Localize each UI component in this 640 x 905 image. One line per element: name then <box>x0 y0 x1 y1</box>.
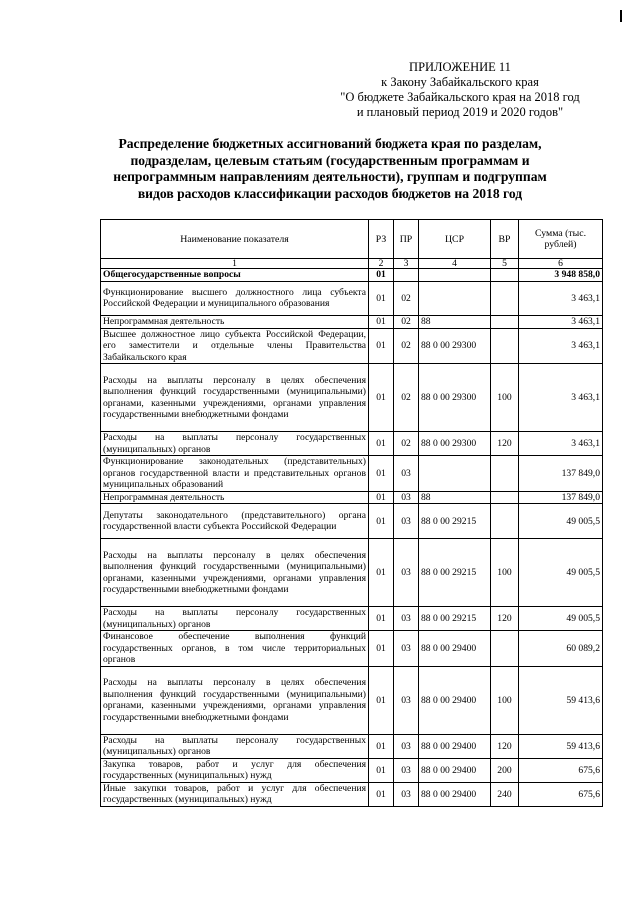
row-pr: 02 <box>394 432 419 456</box>
row-name: Непрограммная деятельность <box>101 491 369 504</box>
row-pr: 03 <box>394 782 419 806</box>
row-name: Непрограммная деятельность <box>101 315 369 328</box>
row-rz: 01 <box>369 432 394 456</box>
row-sum: 49 005,5 <box>519 607 603 631</box>
table-row <box>101 315 603 328</box>
row-sum: 3 463,1 <box>519 328 603 364</box>
appendix-number: ПРИЛОЖЕНИЕ 11 <box>409 60 511 74</box>
title-line-4: видов расходов классификации расходов бюджетов на 2018 год <box>137 185 523 201</box>
table-row <box>101 631 603 667</box>
row-rz: 01 <box>369 758 394 782</box>
row-pr: 03 <box>394 491 419 504</box>
table-row <box>101 734 603 758</box>
row-sum: 49 005,5 <box>519 504 603 539</box>
header-pr: ПР <box>394 220 419 259</box>
row-sum: 137 849,0 <box>519 491 603 504</box>
row-pr: 03 <box>394 539 419 607</box>
column-number: 4 <box>419 259 491 269</box>
row-pr <box>394 269 419 282</box>
row-rz: 01 <box>369 607 394 631</box>
title-line-2: подразделам, целевым статьям (государственным программам и <box>130 152 530 168</box>
row-name: Высшее должностное лицо субъекта Российской Федерации, его заместители и отдельные члены Правительства Забайкальского края <box>101 328 369 364</box>
row-vr <box>491 504 519 539</box>
table-row <box>101 491 603 504</box>
column-number-row <box>101 259 603 269</box>
row-pr: 03 <box>394 734 419 758</box>
row-sum: 59 413,6 <box>519 734 603 758</box>
row-sum: 59 413,6 <box>519 666 603 734</box>
row-rz: 01 <box>369 491 394 504</box>
row-csr: 88 0 00 29400 <box>419 782 491 806</box>
table-header-row <box>101 220 603 259</box>
page-edge-mark <box>620 10 622 22</box>
appendix-law-title-1: "О бюджете Забайкальского края на 2018 год <box>340 90 580 104</box>
header-vr: ВР <box>491 220 519 259</box>
row-pr: 02 <box>394 364 419 432</box>
row-rz: 01 <box>369 456 394 492</box>
row-name: Расходы на выплаты персоналу государственных (муниципальных) органов <box>101 432 369 456</box>
table-row <box>101 504 603 539</box>
row-sum: 137 849,0 <box>519 456 603 492</box>
row-name: Расходы на выплаты персоналу в целях обеспечения выполнения функций государственными (муниципальными) органами, казенными учреждениями, органами управления государственными внебюджетными фондами <box>101 666 369 734</box>
column-number: 3 <box>394 259 419 269</box>
row-sum: 3 948 858,0 <box>519 269 603 282</box>
row-csr: 88 0 00 29215 <box>419 539 491 607</box>
row-vr: 240 <box>491 782 519 806</box>
row-rz: 01 <box>369 782 394 806</box>
table-row <box>101 607 603 631</box>
row-rz: 01 <box>369 631 394 667</box>
row-pr: 02 <box>394 281 419 315</box>
row-csr <box>419 456 491 492</box>
header-sum: Сумма (тыс. рублей) <box>519 220 603 259</box>
table-row <box>101 328 603 364</box>
row-csr: 88 0 00 29400 <box>419 631 491 667</box>
row-pr: 03 <box>394 666 419 734</box>
column-number: 2 <box>369 259 394 269</box>
budget-table <box>100 219 603 807</box>
title-line-3: непрограммным направлениям деятельности), группам и подгруппам <box>113 169 547 184</box>
row-pr: 03 <box>394 504 419 539</box>
row-csr: 88 0 00 29300 <box>419 328 491 364</box>
row-csr: 88 0 00 29300 <box>419 432 491 456</box>
row-name: Финансовое обеспечение выполнения функций государственных органов, в том числе территориальных органов <box>101 631 369 667</box>
row-rz: 01 <box>369 734 394 758</box>
row-sum: 3 463,1 <box>519 281 603 315</box>
row-sum: 675,6 <box>519 782 603 806</box>
row-pr: 02 <box>394 315 419 328</box>
row-pr: 02 <box>394 328 419 364</box>
table-row <box>101 364 603 432</box>
table-row <box>101 456 603 492</box>
row-vr <box>491 491 519 504</box>
row-vr <box>491 269 519 282</box>
row-csr <box>419 269 491 282</box>
row-name: Депутаты законодательного (представительного) органа государственной власти субъекта Российской Федерации <box>101 504 369 539</box>
row-name: Расходы на выплаты персоналу в целях обеспечения выполнения функций государственными (муниципальными) органами, казенными учреждениями, органами управления государственными внебюджетными фондами <box>101 364 369 432</box>
row-csr: 88 0 00 29400 <box>419 758 491 782</box>
column-number: 5 <box>491 259 519 269</box>
column-number: 1 <box>101 259 369 269</box>
row-name: Функционирование высшего должностного лица субъекта Российской Федерации и муниципального образования <box>101 281 369 315</box>
row-rz: 01 <box>369 364 394 432</box>
row-pr: 03 <box>394 758 419 782</box>
column-number: 6 <box>519 259 603 269</box>
row-csr: 88 0 00 29215 <box>419 504 491 539</box>
row-rz: 01 <box>369 315 394 328</box>
row-name: Иные закупки товаров, работ и услуг для обеспечения государственных (муниципальных) нужд <box>101 782 369 806</box>
table-row <box>101 758 603 782</box>
table-row <box>101 281 603 315</box>
row-name: Расходы на выплаты персоналу государственных (муниципальных) органов <box>101 607 369 631</box>
row-rz: 01 <box>369 504 394 539</box>
row-csr: 88 <box>419 491 491 504</box>
row-pr: 03 <box>394 607 419 631</box>
row-csr: 88 0 00 29300 <box>419 364 491 432</box>
row-csr: 88 0 00 29400 <box>419 666 491 734</box>
row-vr <box>491 631 519 667</box>
row-pr: 03 <box>394 456 419 492</box>
table-row <box>101 539 603 607</box>
row-csr: 88 0 00 29400 <box>419 734 491 758</box>
row-rz: 01 <box>369 328 394 364</box>
row-name: Общегосударственные вопросы <box>101 269 369 282</box>
row-csr <box>419 281 491 315</box>
title-line-1: Распределение бюджетных ассигнований бюджета края по разделам, <box>118 136 542 151</box>
row-vr <box>491 281 519 315</box>
row-vr: 100 <box>491 666 519 734</box>
appendix-law-title-2: и плановый период 2019 и 2020 годов" <box>356 105 564 119</box>
row-name: Закупка товаров, работ и услуг для обеспечения государственных (муниципальных) нужд <box>101 758 369 782</box>
header-csr: ЦСР <box>419 220 491 259</box>
table-row <box>101 782 603 806</box>
table-row <box>101 269 603 282</box>
table-row <box>101 432 603 456</box>
row-rz: 01 <box>369 281 394 315</box>
row-vr <box>491 315 519 328</box>
row-vr: 200 <box>491 758 519 782</box>
row-vr: 100 <box>491 539 519 607</box>
row-vr: 100 <box>491 364 519 432</box>
row-pr: 03 <box>394 631 419 667</box>
row-vr: 120 <box>491 734 519 758</box>
row-vr <box>491 328 519 364</box>
row-sum: 60 089,2 <box>519 631 603 667</box>
row-vr: 120 <box>491 607 519 631</box>
row-name: Функционирование законодательных (представительных) органов государственной власти и представительных органов муниципальных образований <box>101 456 369 492</box>
table-row <box>101 666 603 734</box>
appendix-law-ref: к Закону Забайкальского края <box>381 75 539 89</box>
document-title <box>95 136 565 202</box>
row-name: Расходы на выплаты персоналу государственных (муниципальных) органов <box>101 734 369 758</box>
row-vr <box>491 456 519 492</box>
row-sum: 3 463,1 <box>519 364 603 432</box>
row-csr: 88 0 00 29215 <box>419 607 491 631</box>
row-rz: 01 <box>369 666 394 734</box>
header-rz: РЗ <box>369 220 394 259</box>
row-name: Расходы на выплаты персоналу в целях обеспечения выполнения функций государственными (муниципальными) органами, казенными учреждениями, органами управления государственными внебюджетными фондами <box>101 539 369 607</box>
row-sum: 49 005,5 <box>519 539 603 607</box>
row-rz: 01 <box>369 539 394 607</box>
row-csr: 88 <box>419 315 491 328</box>
row-sum: 3 463,1 <box>519 315 603 328</box>
header-name: Наименование показателя <box>101 220 369 259</box>
row-sum: 675,6 <box>519 758 603 782</box>
appendix-header <box>330 60 590 120</box>
row-rz: 01 <box>369 269 394 282</box>
row-sum: 3 463,1 <box>519 432 603 456</box>
row-vr: 120 <box>491 432 519 456</box>
